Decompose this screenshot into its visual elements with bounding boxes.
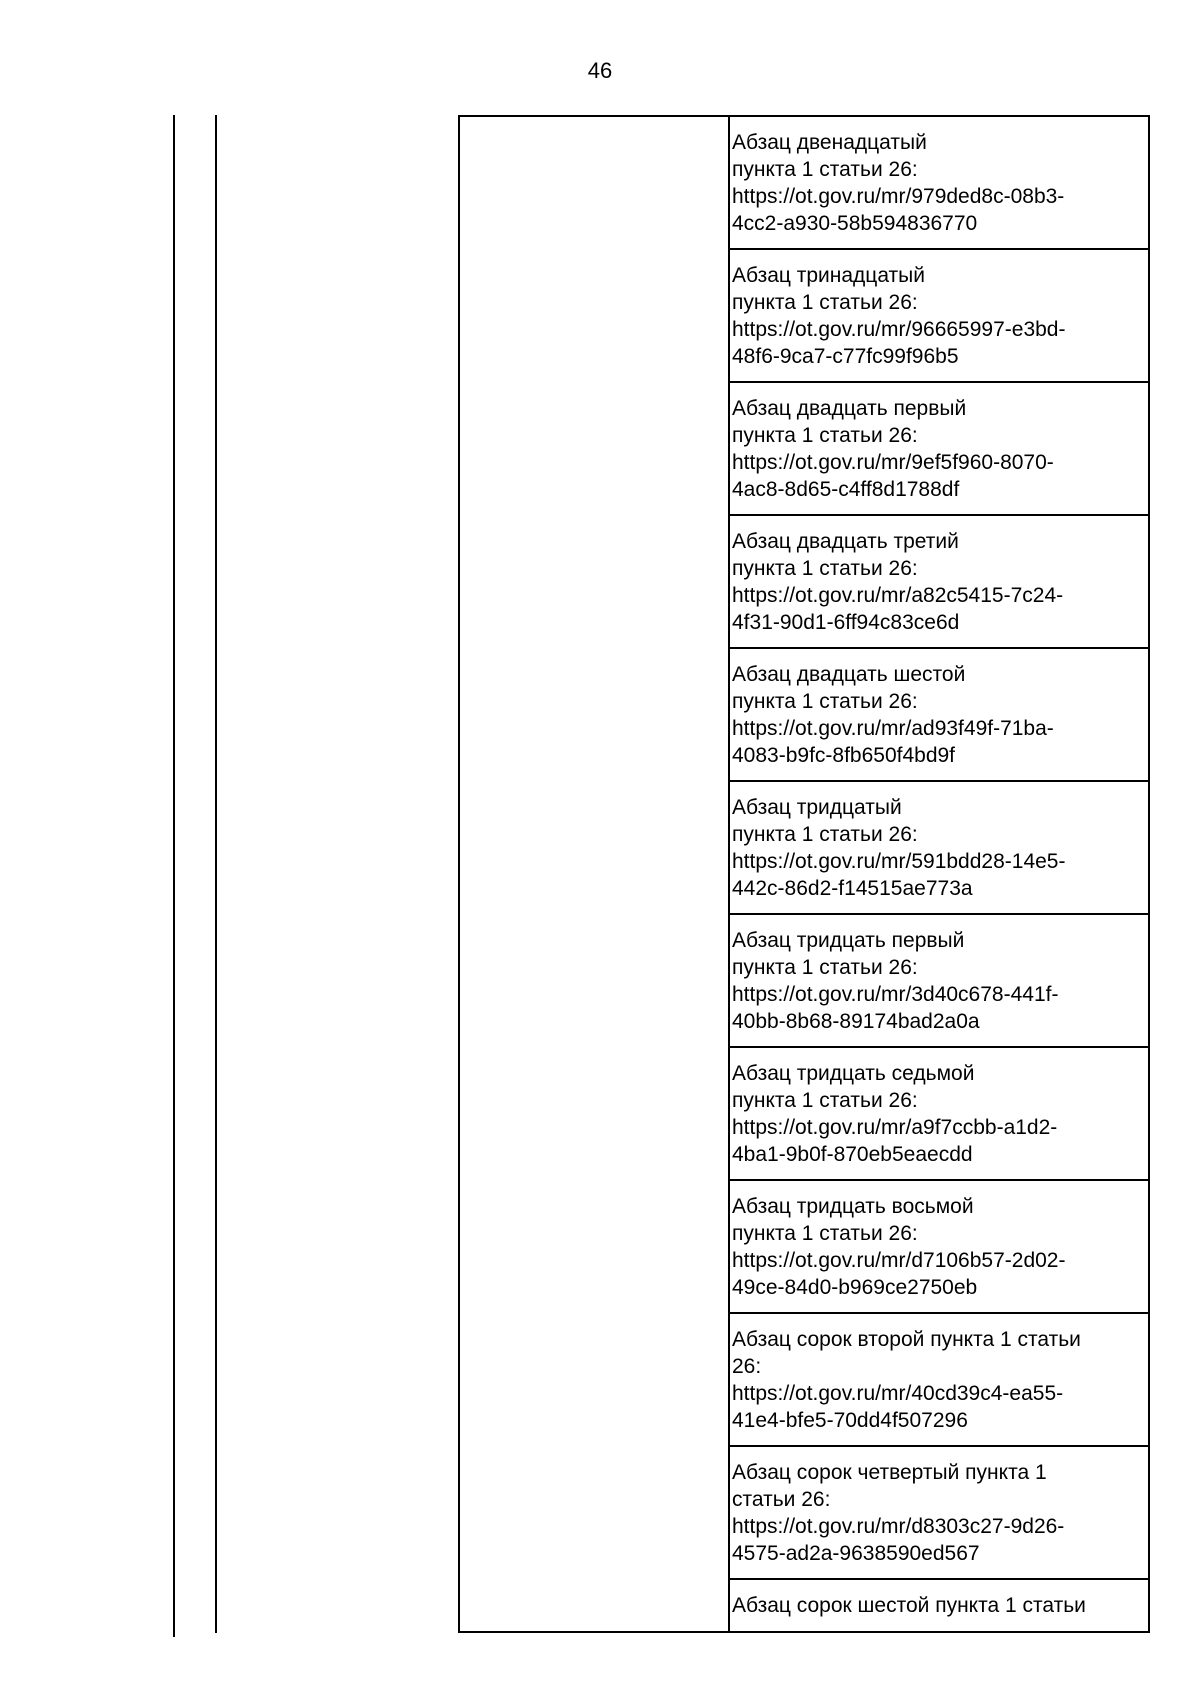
- reference-url-text: https://ot.gov.ru/mr/d7106b57-2d02-: [732, 1249, 1066, 1272]
- table-row: [730, 250, 1148, 383]
- reference-url-text: 4f31-90d1-6ff94c83ce6d: [732, 611, 960, 634]
- reference-text: пункта 1 статьи 26:: [732, 823, 918, 846]
- reference-text: Абзац двадцать шестой: [732, 663, 966, 686]
- reference-url-text: https://ot.gov.ru/mr/96665997-e3bd-: [732, 318, 1066, 341]
- reference-url-text: 4ac8-8d65-c4ff8d1788df: [732, 478, 960, 501]
- table-border-line-left: [173, 115, 175, 1637]
- table-border-line-inner: [215, 115, 217, 1633]
- reference-url-text: 4cc2-a930-58b594836770: [732, 212, 978, 235]
- reference-url-text: https://ot.gov.ru/mr/9ef5f960-8070-: [732, 451, 1054, 474]
- table-reference-column: [730, 117, 1148, 1631]
- reference-text: Абзац тридцатый: [732, 796, 902, 819]
- reference-text: Абзац тридцать седьмой: [732, 1062, 975, 1085]
- reference-text: Абзац тридцать восьмой: [732, 1195, 974, 1218]
- table-row: [730, 516, 1148, 649]
- table-row: [730, 1181, 1148, 1314]
- reference-url-text: 4ba1-9b0f-870eb5eaecdd: [732, 1143, 973, 1166]
- reference-text: пункта 1 статьи 26:: [732, 557, 918, 580]
- reference-text: пункта 1 статьи 26:: [732, 424, 918, 447]
- reference-url-text: 442c-86d2-f14515ae773a: [732, 877, 973, 900]
- table-row: [730, 1048, 1148, 1181]
- reference-text: пункта 1 статьи 26:: [732, 1089, 918, 1112]
- reference-text: Абзац двадцать первый: [732, 397, 967, 420]
- reference-text: Абзац сорок второй пункта 1 статьи: [732, 1328, 1081, 1351]
- reference-url-text: https://ot.gov.ru/mr/ad93f49f-71ba-: [732, 717, 1054, 740]
- reference-text: статьи 26:: [732, 1488, 831, 1511]
- reference-text: пункта 1 статьи 26:: [732, 291, 918, 314]
- reference-text: Абзац двадцать третий: [732, 530, 959, 553]
- table-row: [730, 649, 1148, 782]
- reference-text: пункта 1 статьи 26:: [732, 1222, 918, 1245]
- reference-url-text: https://ot.gov.ru/mr/40cd39c4-ea55-: [732, 1382, 1064, 1405]
- table-row: [730, 1314, 1148, 1447]
- reference-text: Абзац сорок шестой пункта 1 статьи: [732, 1594, 1086, 1617]
- reference-text: Абзац сорок четвертый пункта 1: [732, 1461, 1047, 1484]
- reference-url-text: 41e4-bfe5-70dd4f507296: [732, 1409, 968, 1432]
- table-row: [730, 117, 1148, 250]
- reference-text: Абзац тринадцатый: [732, 264, 925, 287]
- table-empty-column: [460, 117, 730, 1631]
- table-row: [730, 915, 1148, 1048]
- table-row: [730, 1447, 1148, 1580]
- reference-url-text: https://ot.gov.ru/mr/d8303c27-9d26-: [732, 1515, 1065, 1538]
- reference-url-text: https://ot.gov.ru/mr/591bdd28-14e5-: [732, 850, 1066, 873]
- table-row: [730, 782, 1148, 915]
- table-row: [730, 383, 1148, 516]
- reference-text: Абзац двенадцатый: [732, 131, 927, 154]
- table-row: [730, 1580, 1148, 1619]
- reference-text: 26:: [732, 1355, 762, 1378]
- reference-url-text: 4575-ad2a-9638590ed567: [732, 1542, 980, 1565]
- reference-url-text: https://ot.gov.ru/mr/a9f7ccbb-a1d2-: [732, 1116, 1058, 1139]
- reference-text: Абзац тридцать первый: [732, 929, 965, 952]
- reference-url-text: 48f6-9ca7-c77fc99f96b5: [732, 345, 959, 368]
- page-number: 46: [587, 58, 613, 83]
- reference-url-text: 4083-b9fc-8fb650f4bd9f: [732, 744, 956, 767]
- reference-url-text: 49ce-84d0-b969ce2750eb: [732, 1276, 978, 1299]
- reference-url-text: https://ot.gov.ru/mr/979ded8c-08b3-: [732, 185, 1065, 208]
- document-table: [458, 115, 1150, 1633]
- reference-url-text: https://ot.gov.ru/mr/3d40c678-441f-: [732, 983, 1059, 1006]
- reference-url-text: 40bb-8b68-89174bad2a0a: [732, 1010, 980, 1033]
- reference-url-text: https://ot.gov.ru/mr/a82c5415-7c24-: [732, 584, 1064, 607]
- reference-text: пункта 1 статьи 26:: [732, 158, 918, 181]
- reference-text: пункта 1 статьи 26:: [732, 956, 918, 979]
- reference-text: пункта 1 статьи 26:: [732, 690, 918, 713]
